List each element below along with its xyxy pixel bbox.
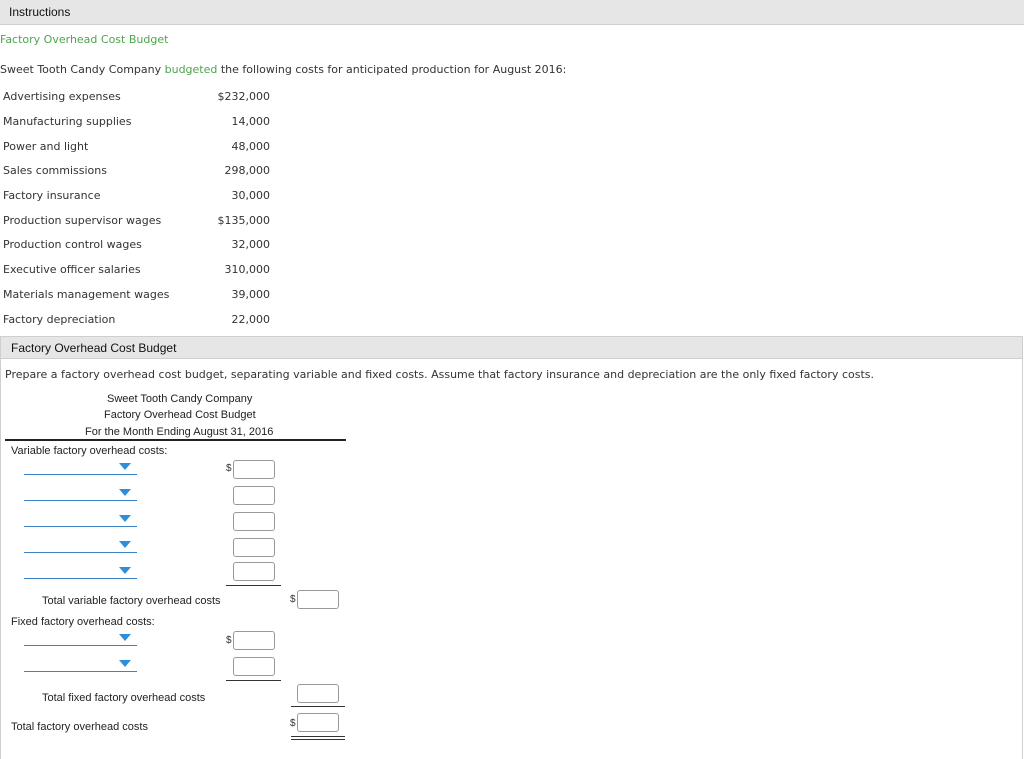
total-fixed-label: Total fixed factory overhead costs: [42, 692, 206, 704]
fixed-amount-input[interactable]: [233, 631, 275, 650]
cost-item-value: 298,000: [224, 164, 270, 177]
budget-period: For the Month Ending August 31, 2016: [85, 426, 274, 438]
variable-amount-input[interactable]: [233, 460, 275, 479]
variable-amount-input[interactable]: [233, 538, 275, 557]
cost-item-label: Materials management wages: [3, 288, 170, 301]
chevron-down-icon: [119, 567, 131, 574]
dollar-sign: $: [226, 463, 232, 474]
cost-item-value: 310,000: [224, 263, 270, 276]
cost-item-value: 30,000: [231, 189, 270, 202]
cost-item-value: 48,000: [231, 140, 270, 153]
cost-item-value: 39,000: [231, 288, 270, 301]
question-text: Prepare a factory overhead cost budget, separating variable and fixed costs. Assume that factory insurance and depreciation are the only fixed factory costs.: [5, 368, 874, 381]
dollar-sign: $: [226, 635, 232, 646]
total-rule: [291, 706, 345, 707]
cost-item-value: 14,000: [231, 115, 270, 128]
total-variable-label: Total variable factory overhead costs: [42, 595, 221, 607]
subtotal-rule: [226, 585, 281, 586]
dollar-sign: $: [290, 594, 296, 605]
cost-item-label: Sales commissions: [3, 164, 107, 177]
double-rule-top: [291, 736, 345, 737]
question-tab[interactable]: [0, 336, 1023, 359]
cost-item-value: $232,000: [217, 90, 270, 103]
cost-item-value: 22,000: [231, 313, 270, 326]
fixed-cost-select[interactable]: [24, 631, 137, 646]
budgeted-link[interactable]: budgeted: [164, 63, 218, 76]
budget-title: Factory Overhead Cost Budget: [104, 409, 256, 421]
variable-cost-select[interactable]: [24, 564, 137, 579]
total-fixed-input[interactable]: [297, 684, 339, 703]
header-rule: [5, 439, 346, 441]
fixed-heading: Fixed factory overhead costs:: [11, 616, 155, 628]
variable-cost-select[interactable]: [24, 486, 137, 501]
instructions-tab[interactable]: [0, 0, 1024, 25]
total-label: Total factory overhead costs: [11, 721, 148, 733]
total-overhead-input[interactable]: [297, 713, 339, 732]
chevron-down-icon: [119, 541, 131, 548]
cost-item-label: Executive officer salaries: [3, 263, 141, 276]
variable-amount-input[interactable]: [233, 486, 275, 505]
section-title: Factory Overhead Cost Budget: [0, 33, 169, 46]
cost-item-value: 32,000: [231, 238, 270, 251]
variable-cost-select[interactable]: [24, 538, 137, 553]
fixed-cost-select[interactable]: [24, 657, 137, 672]
intro-text: [0, 63, 566, 76]
total-variable-input[interactable]: [297, 590, 339, 609]
cost-item-label: Advertising expenses: [3, 90, 121, 103]
instructions-tab-label: Instructions: [9, 5, 71, 19]
intro-prefix: Sweet Tooth Candy Company: [0, 63, 165, 76]
variable-cost-select[interactable]: [24, 512, 137, 527]
variable-cost-select[interactable]: [24, 460, 137, 475]
double-rule-bottom: [291, 739, 345, 740]
cost-item-label: Production supervisor wages: [3, 214, 162, 227]
chevron-down-icon: [119, 463, 131, 470]
cost-item-label: Factory depreciation: [3, 313, 116, 326]
chevron-down-icon: [119, 634, 131, 641]
cost-item-value: $135,000: [217, 214, 270, 227]
cost-item-label: Manufacturing supplies: [3, 115, 132, 128]
chevron-down-icon: [119, 660, 131, 667]
intro-suffix: the following costs for anticipated production for August 2016:: [217, 63, 567, 76]
dollar-sign: $: [290, 718, 296, 729]
budget-company: Sweet Tooth Candy Company: [107, 393, 253, 405]
question-tab-label: Factory Overhead Cost Budget: [11, 341, 177, 355]
variable-heading: Variable factory overhead costs:: [11, 445, 168, 457]
chevron-down-icon: [119, 515, 131, 522]
fixed-amount-input[interactable]: [233, 657, 275, 676]
cost-item-label: Production control wages: [3, 238, 142, 251]
subtotal-rule: [226, 680, 281, 681]
chevron-down-icon: [119, 489, 131, 496]
variable-amount-input[interactable]: [233, 562, 275, 581]
variable-amount-input[interactable]: [233, 512, 275, 531]
cost-item-label: Factory insurance: [3, 189, 101, 202]
cost-item-label: Power and light: [3, 140, 89, 153]
